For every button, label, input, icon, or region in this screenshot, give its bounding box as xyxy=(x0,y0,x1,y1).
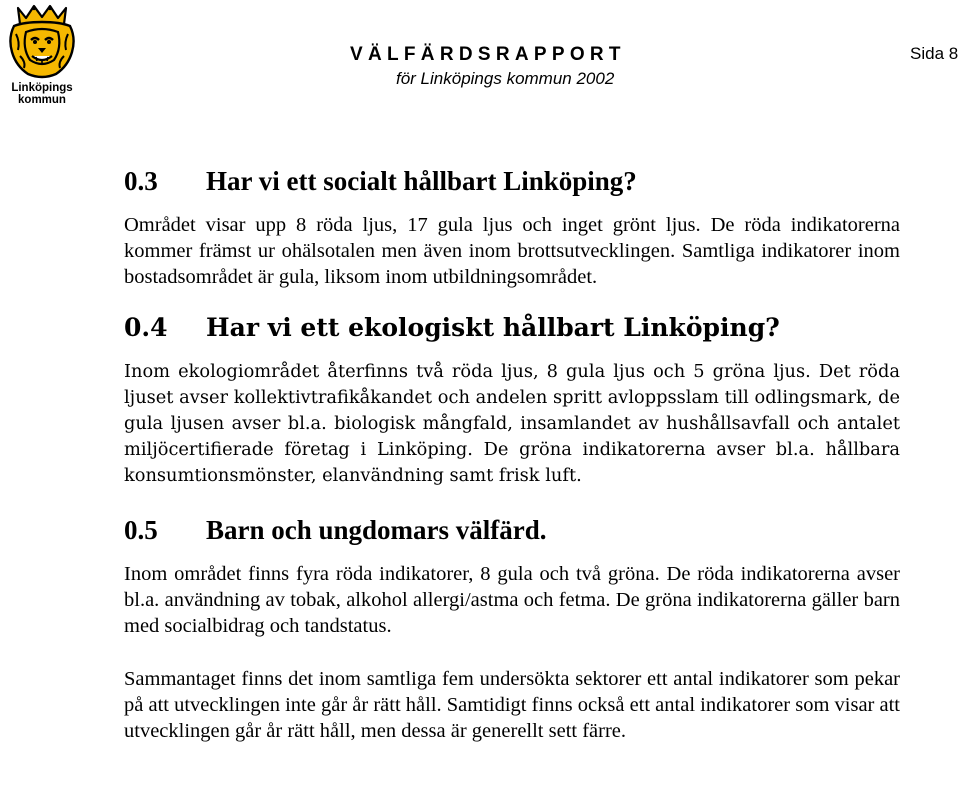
page-number: Sida 8 xyxy=(910,44,959,63)
logo-text-line2: kommun xyxy=(18,94,66,106)
report-subtitle: för Linköpings kommun 2002 xyxy=(396,69,615,88)
section-number: 0.5 xyxy=(124,515,158,545)
paragraph-summary: Sammantaget finns det inom samtliga fem undersökta sektorer ett antal indikatorer som pekar på att utvecklingen inte går år rätt håll. Samtidigt finns också ett antal indikatorer som visar att utvecklingen går år rätt håll, men dessa är generellt sett färre. xyxy=(124,668,900,742)
section-number: 0.3 xyxy=(124,166,158,196)
section-ecological xyxy=(124,311,900,489)
section-heading xyxy=(124,164,900,198)
paragraph: Inom området finns fyra röda indikatorer, 8 gula och två gröna. De röda indikatorerna avser bl.a. användning av tobak, alkohol allergi/astma och fetma. De gröna indikatorerna gäller barn med socialbidrag och tandstatus. xyxy=(124,563,900,637)
logo xyxy=(4,4,80,104)
section-title: Barn och ungdomars välfärd. xyxy=(206,515,547,545)
report-title: VÄLFÄRDSRAPPORT xyxy=(350,44,626,65)
paragraph: Området visar upp 8 röda ljus, 17 gula ljus och inget grönt ljus. De röda indikatorerna kommer främst ur ohälsotalen men även inom brottsutvecklingen. Samtliga indikatorer inom bostadsområdet är gula, liksom inom utbildningsområdet. xyxy=(124,214,900,288)
section-title: Har vi ett ekologiskt hållbart Linköping? xyxy=(206,313,780,342)
document-body xyxy=(124,164,900,744)
section-heading xyxy=(124,311,900,345)
section-social xyxy=(124,164,900,290)
paragraph: Inom ekologiområdet återfinns två röda ljus, 8 gula ljus och 5 gröna ljus. Det röda ljuset avser kollektivtrafikåkandet och andelen spritt avloppsslam till odlingsmark, de gula ljusen avser bl.a. biologisk mångfald, insamlandet av hushållsavfall och antalet miljöcertifierade företag i Linköping. De gröna indikatorerna avser bl.a. hållbara konsumtionsmönster, elanvändning samt frisk luft. xyxy=(124,361,900,486)
section-heading xyxy=(124,513,900,547)
section-title: Har vi ett socialt hållbart Linköping? xyxy=(206,166,637,196)
logo-text-line1: Linköpings xyxy=(11,82,73,94)
lion-emblem-icon xyxy=(4,4,80,80)
section-children xyxy=(124,513,900,744)
section-number: 0.4 xyxy=(124,313,168,342)
